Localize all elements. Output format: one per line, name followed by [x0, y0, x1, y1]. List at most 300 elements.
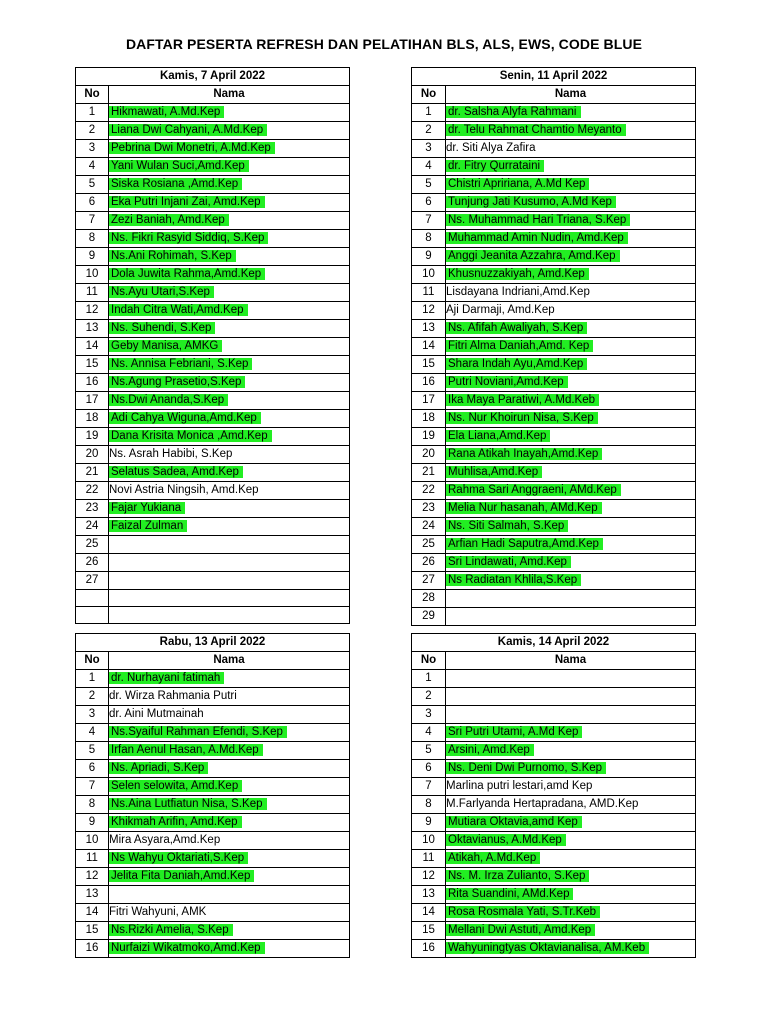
row-number: 28 [412, 590, 446, 608]
table-row [412, 446, 696, 464]
name-cell [109, 742, 350, 760]
highlighted-name: Muhammad Amin Nudin, Amd.Kep [446, 232, 628, 244]
table-row [76, 320, 350, 338]
table-row [412, 158, 696, 176]
row-number: 4 [412, 158, 446, 176]
name-cell [109, 670, 350, 688]
row-number: 26 [412, 554, 446, 572]
highlighted-name: Chistri Apririana, A.Md Kep [446, 178, 589, 190]
name-cell [109, 302, 350, 320]
name-cell [446, 886, 696, 904]
highlighted-name: Dola Juwita Rahma,Amd.Kep [109, 268, 265, 280]
table-row [76, 724, 350, 742]
name-cell [446, 230, 696, 248]
row-number: 8 [76, 796, 109, 814]
name-cell [109, 518, 350, 536]
name-cell [109, 428, 350, 446]
participant-name: Mira Asyara,Amd.Kep [109, 834, 221, 846]
table-row [76, 554, 350, 572]
row-number: 10 [412, 266, 446, 284]
table-row [412, 374, 696, 392]
table-row [76, 266, 350, 284]
row-number: 17 [412, 392, 446, 410]
table-row [76, 356, 350, 374]
row-number: 17 [76, 392, 109, 410]
highlighted-name: Ns.Ayu Utari,S.Kep [109, 286, 214, 298]
highlighted-name: Ns. Deni Dwi Purnomo, S.Kep [446, 762, 606, 774]
table-date-row [76, 634, 350, 652]
table-date-header: Kamis, 14 April 2022 [412, 634, 696, 652]
table-row [76, 814, 350, 832]
table-row [412, 302, 696, 320]
highlighted-name: Khikmah Arifin, Amd.Kep [109, 816, 242, 828]
table-row [76, 796, 350, 814]
name-cell [109, 356, 350, 374]
name-cell [446, 212, 696, 230]
table-row [412, 778, 696, 796]
table-row [76, 688, 350, 706]
highlighted-name: Ns. Fikri Rasyid Siddiq, S.Kep [109, 232, 268, 244]
table-row [76, 886, 350, 904]
highlighted-name: Adi Cahya Wiguna,Amd.Kep [109, 412, 261, 424]
row-number: 23 [412, 500, 446, 518]
name-cell [446, 176, 696, 194]
highlighted-name: Anggi Jeanita Azzahra, Amd.Kep [446, 250, 620, 262]
name-cell [446, 302, 696, 320]
highlighted-name: Shara Indah Ayu,Amd.Kep [446, 358, 587, 370]
highlighted-name: dr. Telu Rahmat Chamtio Meyanto [446, 124, 626, 136]
table-row [412, 670, 696, 688]
name-cell [109, 284, 350, 302]
column-header-nama: Nama [446, 86, 696, 104]
row-number: 21 [76, 464, 109, 482]
row-number: 1 [412, 670, 446, 688]
table-row [76, 230, 350, 248]
table-row [412, 338, 696, 356]
table-row [76, 248, 350, 266]
table-row [412, 832, 696, 850]
name-cell [446, 742, 696, 760]
participant-name: Fitri Wahyuni, AMK [109, 906, 207, 918]
highlighted-name: Pebrina Dwi Monetri, A.Md.Kep [109, 142, 275, 154]
row-number: 3 [76, 140, 109, 158]
column-header-nama: Nama [109, 652, 350, 670]
table-row [412, 212, 696, 230]
name-cell [109, 158, 350, 176]
name-cell [446, 796, 696, 814]
row-number [76, 590, 109, 607]
table-row [412, 464, 696, 482]
row-number: 6 [412, 760, 446, 778]
name-cell [109, 922, 350, 940]
participant-name: Aji Darmaji, Amd.Kep [446, 304, 555, 316]
row-number: 16 [76, 374, 109, 392]
name-cell [446, 374, 696, 392]
row-number: 4 [76, 158, 109, 176]
highlighted-name: Arfian Hadi Saputra,Amd.Kep [446, 538, 603, 550]
highlighted-name: Oktavianus, A.Md.Kep [446, 834, 566, 846]
name-cell [109, 500, 350, 518]
table-row [412, 922, 696, 940]
row-number: 9 [76, 248, 109, 266]
name-cell [109, 194, 350, 212]
row-number: 14 [412, 904, 446, 922]
highlighted-name: Siska Rosiana ,Amd.Kep [109, 178, 242, 190]
name-cell [446, 688, 696, 706]
highlighted-name: Irfan Aenul Hasan, A.Md.Kep [109, 744, 263, 756]
name-cell [446, 868, 696, 886]
table-row [76, 706, 350, 724]
row-number: 5 [412, 742, 446, 760]
table-row [76, 176, 350, 194]
row-number: 3 [412, 706, 446, 724]
table-row [76, 500, 350, 518]
table-row [412, 814, 696, 832]
row-number: 15 [412, 922, 446, 940]
name-cell [446, 904, 696, 922]
table-senin-11-april [411, 67, 696, 626]
row-number: 1 [412, 104, 446, 122]
name-cell [446, 194, 696, 212]
name-cell [446, 266, 696, 284]
row-number: 18 [412, 410, 446, 428]
row-number: 8 [412, 230, 446, 248]
table-row [76, 670, 350, 688]
row-number: 10 [76, 266, 109, 284]
name-cell [446, 392, 696, 410]
name-cell [109, 320, 350, 338]
participant-name: dr. Siti Alya Zafira [446, 142, 536, 154]
column-header-no: No [76, 86, 109, 104]
name-cell [109, 590, 350, 607]
highlighted-name: Mutiara Oktavia,amd Kep [446, 816, 582, 828]
row-number: 16 [412, 940, 446, 958]
name-cell [446, 500, 696, 518]
highlighted-name: Ns.Aina Lutfiatun Nisa, S.Kep [109, 798, 267, 810]
table-date-header: Rabu, 13 April 2022 [76, 634, 350, 652]
name-cell [109, 554, 350, 572]
row-number: 7 [76, 212, 109, 230]
row-number: 13 [76, 320, 109, 338]
highlighted-name: Khusnuzzakiyah, Amd.Kep [446, 268, 589, 280]
table-row [76, 742, 350, 760]
name-cell [109, 212, 350, 230]
row-number: 19 [76, 428, 109, 446]
table-row [412, 410, 696, 428]
highlighted-name: Hikmawati, A.Md.Kep [109, 106, 224, 118]
row-number: 9 [76, 814, 109, 832]
table-row [412, 482, 696, 500]
table-row [76, 122, 350, 140]
highlighted-name: Ns Wahyu Oktariati,S.Kep [109, 852, 248, 864]
row-number: 14 [76, 338, 109, 356]
column-header-no: No [412, 86, 446, 104]
highlighted-name: dr. Salsha Alyfa Rahmani [446, 106, 581, 118]
name-cell [109, 688, 350, 706]
table-row [412, 760, 696, 778]
name-cell [446, 706, 696, 724]
table-column-header-row [412, 652, 696, 670]
row-number: 20 [76, 446, 109, 464]
row-number: 13 [412, 320, 446, 338]
table-date-row [412, 68, 696, 86]
table-row [412, 554, 696, 572]
table-row [76, 832, 350, 850]
table-row [412, 104, 696, 122]
row-number: 9 [412, 248, 446, 266]
row-number: 11 [76, 850, 109, 868]
highlighted-name: Ns.Agung Prasetio,S.Kep [109, 376, 245, 388]
name-cell [446, 778, 696, 796]
row-number: 10 [76, 832, 109, 850]
name-cell [109, 832, 350, 850]
page-title: DAFTAR PESERTA REFRESH DAN PELATIHAN BLS, ALS, EWS, CODE BLUE [125, 36, 643, 52]
name-cell [109, 778, 350, 796]
highlighted-name: Ns Radiatan Khlila,S.Kep [446, 574, 581, 586]
name-cell [446, 410, 696, 428]
name-cell [109, 266, 350, 284]
name-cell [446, 536, 696, 554]
highlighted-name: Ela Liana,Amd.Kep [446, 430, 550, 442]
name-cell [446, 482, 696, 500]
table-row [412, 868, 696, 886]
highlighted-name: Eka Putri Injani Zai, Amd.Kep [109, 196, 265, 208]
row-number: 1 [76, 670, 109, 688]
table-row [76, 302, 350, 320]
table-row [76, 482, 350, 500]
table-date-row [412, 634, 696, 652]
highlighted-name: Jelita Fita Daniah,Amd.Kep [109, 870, 254, 882]
row-number: 15 [76, 356, 109, 374]
row-number: 13 [412, 886, 446, 904]
name-cell [109, 410, 350, 428]
name-cell [446, 590, 696, 608]
table-row [412, 590, 696, 608]
table-row [412, 688, 696, 706]
table-row [412, 904, 696, 922]
table-row [76, 410, 350, 428]
highlighted-name: Ns. M. Irza Zulianto, S.Kep [446, 870, 589, 882]
column-header-nama: Nama [446, 652, 696, 670]
row-number: 4 [412, 724, 446, 742]
row-number: 21 [412, 464, 446, 482]
table-column-header-row [412, 86, 696, 104]
table-row [412, 608, 696, 626]
highlighted-name: Mellani Dwi Astuti, Amd.Kep [446, 924, 595, 936]
highlighted-name: Ns.Dwi Ananda,S.Kep [109, 394, 228, 406]
highlighted-name: Zezi Baniah, Amd.Kep [109, 214, 229, 226]
table-row [412, 886, 696, 904]
name-cell [109, 464, 350, 482]
row-number: 24 [76, 518, 109, 536]
table-row [412, 706, 696, 724]
name-cell [109, 724, 350, 742]
table-row [76, 760, 350, 778]
table-row [76, 104, 350, 122]
name-cell [109, 607, 350, 624]
table-row [76, 464, 350, 482]
highlighted-name: Ns.Ani Rohimah, S.Kep [109, 250, 236, 262]
table-row [76, 850, 350, 868]
name-cell [109, 706, 350, 724]
name-cell [109, 248, 350, 266]
name-cell [446, 248, 696, 266]
row-number: 1 [76, 104, 109, 122]
table-row [412, 428, 696, 446]
row-number: 10 [412, 832, 446, 850]
name-cell [446, 104, 696, 122]
row-number: 22 [412, 482, 446, 500]
table-row [412, 284, 696, 302]
row-number: 8 [412, 796, 446, 814]
highlighted-name: Yani Wulan Suci,Amd.Kep [109, 160, 249, 172]
table-row [76, 904, 350, 922]
highlighted-name: Sri Putri Utami, A.Md Kep [446, 726, 582, 738]
row-number: 5 [76, 176, 109, 194]
table-kamis-7-april [75, 67, 350, 624]
table-date-row [76, 68, 350, 86]
row-number: 27 [76, 572, 109, 590]
table-kamis-14-april [411, 633, 696, 958]
participant-name: Lisdayana Indriani,Amd.Kep [446, 286, 590, 298]
name-cell [446, 814, 696, 832]
highlighted-name: Selatus Sadea, Amd.Kep [109, 466, 243, 478]
table-row [76, 374, 350, 392]
highlighted-name: Fajar Yukiana [109, 502, 185, 514]
row-number [76, 607, 109, 624]
highlighted-name: Ns. Afifah Awaliyah, S.Kep [446, 322, 587, 334]
table-row [412, 392, 696, 410]
name-cell [109, 572, 350, 590]
name-cell [109, 940, 350, 958]
participant-name: Marlina putri lestari,amd Kep [446, 780, 593, 792]
table-rabu-13-april [75, 633, 350, 958]
table-row [412, 742, 696, 760]
highlighted-name: Melia Nur hasanah, AMd.Kep [446, 502, 602, 514]
highlighted-name: Tunjung Jati Kusumo, A.Md Kep [446, 196, 616, 208]
row-number: 2 [76, 122, 109, 140]
highlighted-name: Rosa Rosmala Yati, S.Tr.Keb [446, 906, 600, 918]
table-column-header-row [76, 652, 350, 670]
highlighted-name: Indah Citra Wati,Amd.Kep [109, 304, 248, 316]
name-cell [446, 922, 696, 940]
table-row [412, 850, 696, 868]
highlighted-name: Rahma Sari Anggraeni, AMd.Kep [446, 484, 621, 496]
row-number: 12 [412, 868, 446, 886]
column-header-no: No [412, 652, 446, 670]
table-row [76, 868, 350, 886]
name-cell [109, 122, 350, 140]
table-row [412, 572, 696, 590]
name-cell [109, 392, 350, 410]
row-number: 5 [76, 742, 109, 760]
name-cell [446, 518, 696, 536]
row-number: 6 [76, 760, 109, 778]
name-cell [109, 814, 350, 832]
highlighted-name: Rana Atikah Inayah,Amd.Kep [446, 448, 602, 460]
name-cell [109, 760, 350, 778]
highlighted-name: Liana Dwi Cahyani, A.Md.Kep [109, 124, 267, 136]
row-number: 12 [76, 868, 109, 886]
table-row [76, 212, 350, 230]
row-number: 6 [76, 194, 109, 212]
table-row [76, 590, 350, 607]
name-cell [109, 868, 350, 886]
row-number: 29 [412, 608, 446, 626]
table-row [76, 392, 350, 410]
name-cell [109, 536, 350, 554]
row-number: 14 [76, 904, 109, 922]
row-number: 20 [412, 446, 446, 464]
highlighted-name: Rita Suandini, AMd.Kep [446, 888, 573, 900]
row-number: 16 [76, 940, 109, 958]
table-column-header-row [76, 86, 350, 104]
name-cell [446, 284, 696, 302]
row-number: 18 [76, 410, 109, 428]
table-row [412, 194, 696, 212]
row-number: 2 [412, 122, 446, 140]
name-cell [109, 338, 350, 356]
participant-name: dr. Wirza Rahmania Putri [109, 690, 237, 702]
table-row [412, 230, 696, 248]
table-row [412, 518, 696, 536]
table-row [76, 194, 350, 212]
table-row [76, 284, 350, 302]
row-number: 11 [76, 284, 109, 302]
name-cell [446, 850, 696, 868]
highlighted-name: Ns. Apriadi, S.Kep [109, 762, 208, 774]
highlighted-name: Ika Maya Paratiwi, A.Md.Keb [446, 394, 599, 406]
row-number: 7 [412, 778, 446, 796]
row-number: 22 [76, 482, 109, 500]
table-date-header: Senin, 11 April 2022 [412, 68, 696, 86]
row-number: 7 [76, 778, 109, 796]
name-cell [109, 104, 350, 122]
highlighted-name: Muhlisa,Amd.Kep [446, 466, 542, 478]
participant-name: M.Farlyanda Hertapradana, AMD.Kep [446, 798, 639, 810]
highlighted-name: dr. Fitry Qurrataini [446, 160, 544, 172]
name-cell [446, 338, 696, 356]
highlighted-name: Ns. Muhammad Hari Triana, S.Kep [446, 214, 630, 226]
participant-name: dr. Aini Mutmainah [109, 708, 204, 720]
table-row [412, 176, 696, 194]
row-number: 2 [76, 688, 109, 706]
name-cell [109, 850, 350, 868]
highlighted-name: Fitri Alma Daniah,Amd. Kep [446, 340, 593, 352]
table-row [412, 356, 696, 374]
highlighted-name: Ns. Suhendi, S.Kep [109, 322, 215, 334]
table-row [412, 140, 696, 158]
row-number: 4 [76, 724, 109, 742]
name-cell [109, 446, 350, 464]
row-number: 12 [412, 302, 446, 320]
row-number: 16 [412, 374, 446, 392]
row-number: 3 [76, 706, 109, 724]
row-number: 5 [412, 176, 446, 194]
table-row [76, 338, 350, 356]
name-cell [446, 158, 696, 176]
row-number: 15 [76, 922, 109, 940]
table-row [76, 940, 350, 958]
highlighted-name: Ns. Nur Khoirun Nisa, S.Kep [446, 412, 598, 424]
name-cell [446, 832, 696, 850]
highlighted-name: Putri Noviani,Amd.Kep [446, 376, 568, 388]
highlighted-name: Sri Lindawati, Amd.Kep [446, 556, 571, 568]
table-row [76, 158, 350, 176]
highlighted-name: Ns.Syaiful Rahman Efendi, S.Kep [109, 726, 287, 738]
highlighted-name: dr. Nurhayani fatimah [109, 672, 224, 684]
name-cell [109, 140, 350, 158]
